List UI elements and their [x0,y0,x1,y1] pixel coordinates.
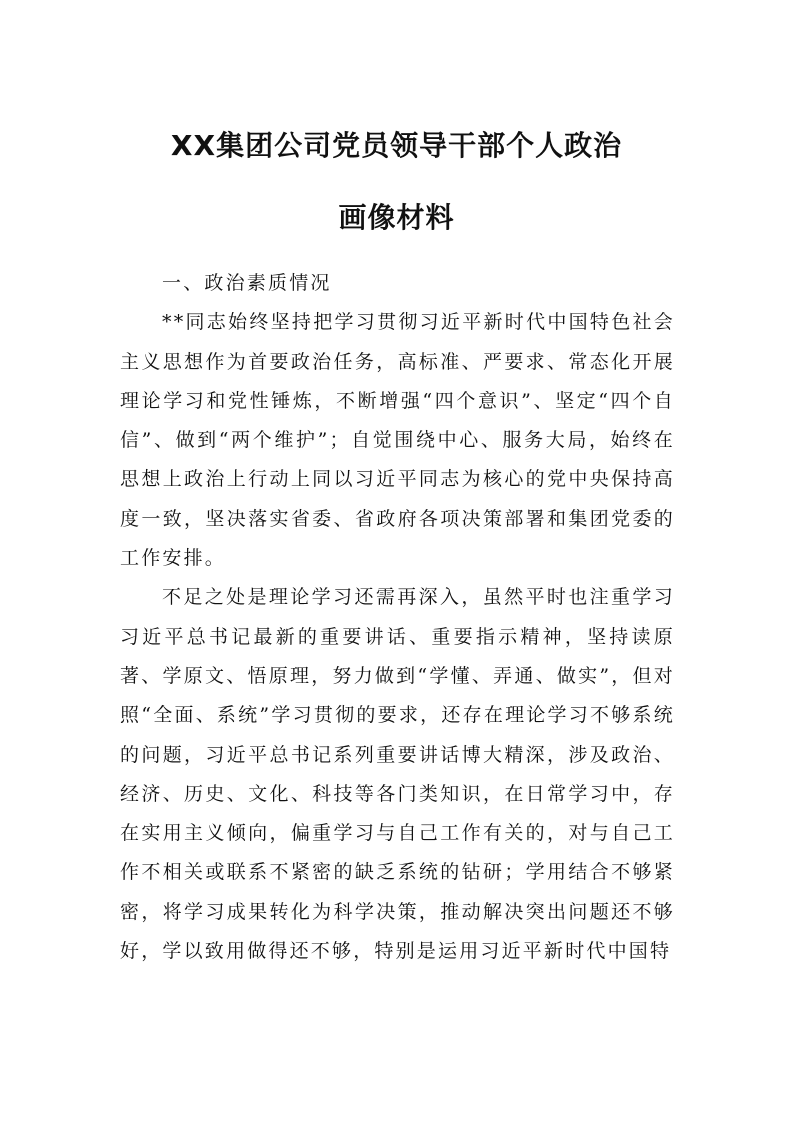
document-body [120,264,675,971]
paragraph-political-quality: **同志始终坚持把学习贯彻习近平新时代中国特色社会主义思想作为首要政治任务，高标准、严要求、常态化开展理论学习和党性锤炼，不断增强“四个意识”、坚定“四个自信”、做到“两个维护”；自觉围绕中心、服务大局，始终在思想上政治上行动上同以习近平同志为核心的党中央保持高度一致，坚决落实省委、省政府各项决策部署和集团党委的工作安排。 [120,311,675,570]
paragraph-shortcomings: 不足之处是理论学习还需再深入，虽然平时也注重学习习近平总书记最新的重要讲话、重要指示精神，坚持读原著、学原文、悟原理，努力做到“学懂、弄通、做实”，但对照“全面、系统”学习贯彻的要求，还存在理论学习不够系统的问题，习近平总书记系列重要讲话博大精深，涉及政治、经济、历史、文化、科技等各门类知识，在日常学习中，存在实用主义倾向，偏重学习与自己工作有关的，对与自己工作不相关或联系不紧密的缺乏系统的钻研；学用结合不够紧密，将学习成果转化为科学决策，推动解决突出问题还不够好，学以致用做得还不够，特别是运用习近平新时代中国特 [120,586,675,963]
document-title-line-1: XX集团公司党员领导干部个人政治 [170,129,623,162]
section-heading: 一、政治素质情况 [162,272,332,294]
document-title-line-2: 画像材料 [338,201,455,234]
